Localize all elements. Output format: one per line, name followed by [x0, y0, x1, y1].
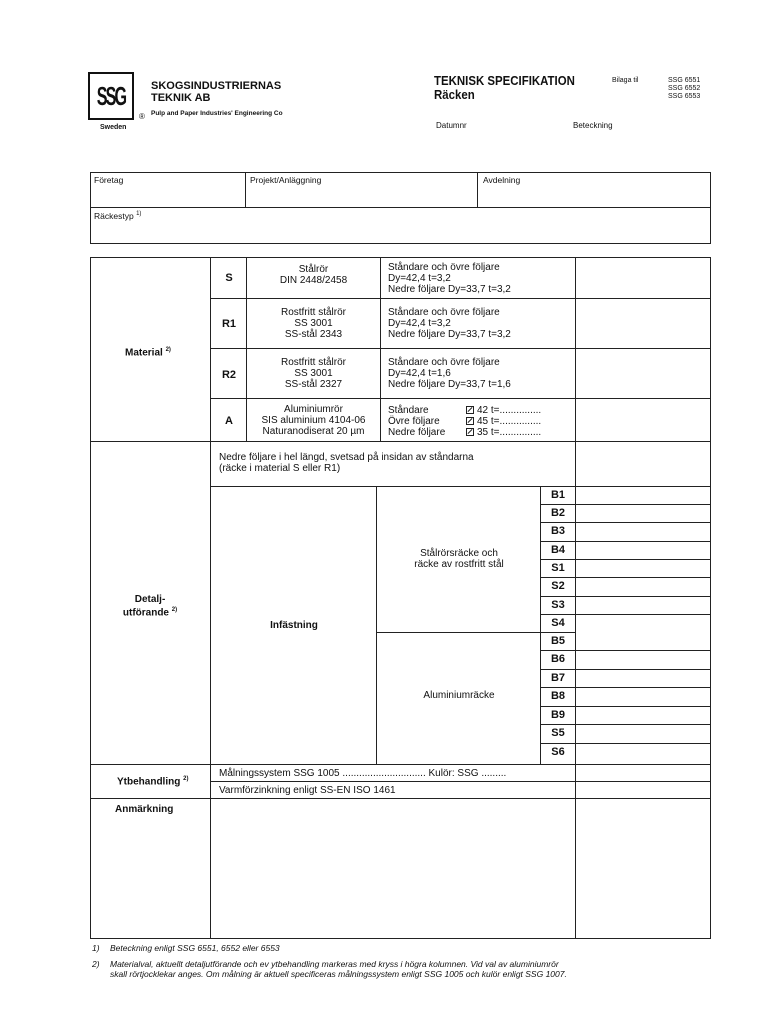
- description-line: Aluminiumrör: [284, 404, 343, 415]
- remarks-field[interactable]: [212, 800, 574, 938]
- detail-code-b8: B8: [550, 690, 566, 702]
- material-code-a: A: [225, 415, 233, 427]
- material-label: Material $^{2)}$: [125, 347, 171, 359]
- spec-line: Ståndare och övre följare: [388, 357, 500, 368]
- logo-country: Sweden: [100, 124, 127, 131]
- material-code-r2: R2: [221, 369, 237, 381]
- detail-code-s5: S5: [551, 727, 565, 739]
- footnote-2-text: [110, 959, 710, 979]
- mark-cell-a[interactable]: [577, 400, 709, 440]
- material-description: [247, 357, 380, 390]
- spec-item-label: Ståndare: [388, 405, 429, 416]
- material-spec: [388, 262, 511, 295]
- spec-line: Nedre följare Dy=33,7 t=3,2: [388, 284, 511, 295]
- spec-item-label: Övre följare: [388, 416, 440, 427]
- divider: [575, 257, 576, 939]
- steel-railing-label: [378, 548, 540, 570]
- aluminium-spec: [388, 405, 574, 438]
- document-title: [434, 74, 575, 102]
- divider: [380, 257, 381, 441]
- spec-line: Dy=42,4 t=3,2: [388, 273, 451, 284]
- divider: [210, 298, 711, 299]
- detail-code-b6: B6: [550, 653, 566, 665]
- spec-line: Dy=42,4 t=3,2: [388, 318, 451, 329]
- designation-label: Beteckning: [573, 121, 613, 130]
- detail-code-b7: B7: [550, 672, 566, 684]
- detail-execution-label: [100, 594, 200, 618]
- detail-label-line: Detalj-: [134, 594, 166, 605]
- spec-line: Ståndare och övre följare: [388, 307, 500, 318]
- fastening-label: Infästning: [270, 620, 318, 631]
- divider: [90, 764, 711, 765]
- project-field[interactable]: [250, 186, 472, 205]
- detail-code-b4: B4: [550, 544, 566, 556]
- material-spec: [388, 357, 511, 390]
- divider: [376, 632, 575, 633]
- divider: [90, 441, 711, 442]
- doc-subtitle: Räcken: [434, 87, 475, 102]
- spec-item-value: 35 t=...............: [477, 427, 542, 438]
- description-line: SIS aluminium 4104-06: [261, 415, 366, 426]
- divider: [245, 172, 246, 207]
- company-name: [151, 80, 281, 104]
- spec-item: [388, 416, 574, 427]
- annex-ref: SSG 6553: [668, 93, 701, 100]
- description-line: DIN 2448/2458: [279, 275, 348, 286]
- detail-code-s6: S6: [551, 746, 565, 758]
- detail-code-b9: B9: [550, 709, 566, 721]
- footnote-line: skall rörtjocklekar anges. Om målning är aktuell specificeras målningssystem enligt SSG 1005 och kulör enligt SSG 1007.: [110, 969, 567, 979]
- spec-item-value: 42 t=...............: [477, 405, 542, 416]
- painting-system-text: Målningssystem SSG 1005 .............................. Kulör: SSG .........: [219, 768, 507, 779]
- description-line: Naturanodiserat 20 µm: [262, 426, 365, 437]
- divider: [90, 798, 711, 799]
- steel-label-line: räcke av rostfritt stål: [414, 559, 504, 570]
- description-line: SS 3001: [294, 318, 333, 329]
- annex-ref: SSG 6552: [668, 85, 701, 92]
- material-code-r1: R1: [221, 318, 237, 330]
- material-spec: [388, 307, 511, 340]
- divider: [477, 172, 478, 207]
- spec-item: [388, 405, 574, 416]
- divider: [210, 486, 711, 487]
- detail-code-b2: B2: [550, 507, 566, 519]
- date-number-label: Datumnr: [436, 121, 467, 130]
- material-description: [247, 307, 380, 340]
- description-line: Rostfritt stålrör: [280, 307, 346, 318]
- detail-code-b1: B1: [550, 489, 566, 501]
- spec-line: Ståndare och övre följare: [388, 262, 500, 273]
- mark-column-detail[interactable]: [577, 488, 709, 763]
- checkbox-icon[interactable]: [466, 428, 474, 436]
- lower-rail-line: (räcke i material S eller R1): [219, 463, 341, 474]
- department-field-label: Avdelning: [483, 175, 521, 185]
- description-line: SS-stål 2327: [284, 379, 343, 390]
- galvanizing-text: Varmförzinkning enligt SS-EN ISO 1461: [219, 785, 396, 796]
- spec-line: Dy=42,4 t=1,6: [388, 368, 451, 379]
- material-description: [247, 264, 380, 286]
- detail-code-s4: S4: [551, 617, 565, 629]
- company-line-2: TEKNIK AB: [151, 92, 211, 104]
- footnote-1-number: 1): [92, 943, 100, 953]
- company-field-label: Företag: [94, 175, 124, 185]
- detail-code-s3: S3: [551, 599, 565, 611]
- company-line-1: SKOGSINDUSTRIERNAS: [151, 80, 282, 92]
- description-line: Stålrör: [298, 264, 329, 275]
- mark-cell-r2[interactable]: [577, 350, 709, 397]
- spec-item-value: 45 t=...............: [477, 416, 542, 427]
- mark-cell-galvanizing[interactable]: [577, 783, 709, 797]
- company-field[interactable]: [96, 186, 242, 205]
- remarks-label: Anmärkning: [115, 804, 174, 815]
- divider: [210, 257, 211, 939]
- detail-code-b3: B3: [550, 525, 566, 537]
- mark-cell-s[interactable]: [577, 259, 709, 297]
- divider: [210, 348, 711, 349]
- lower-rail-line: Nedre följare i hel längd, svetsad på insidan av ståndarna: [219, 452, 474, 463]
- footnote-line: Materialval, aktuellt detaljutförande och ev ytbehandling markeras med kryss i högra kolumnen. Vid val av aluminiumrör: [110, 959, 559, 969]
- ssg-logo: SSG: [88, 72, 134, 120]
- annex-label: Bilaga til: [612, 77, 639, 84]
- checkbox-icon[interactable]: [466, 406, 474, 414]
- company-english-name: Pulp and Paper Industries' Engineering Co: [151, 110, 283, 117]
- spec-line: Nedre följare Dy=33,7 t=1,6: [388, 379, 511, 390]
- surface-treatment-label: Ytbehandling $^{2)}$: [117, 776, 189, 788]
- material-code-s: S: [225, 272, 233, 284]
- spec-item: [388, 427, 574, 438]
- divider: [90, 207, 711, 208]
- divider: [376, 486, 377, 764]
- detail-label-line: utförande $^{2)}$: [122, 607, 178, 619]
- divider: [210, 398, 711, 399]
- description-line: SS-stål 2343: [284, 329, 343, 340]
- doc-title: TEKNISK SPECIFIKATION: [434, 73, 575, 88]
- annex-ref: SSG 6551: [668, 77, 701, 84]
- project-field-label: Projekt/Anläggning: [250, 175, 322, 185]
- mark-cell-painting[interactable]: [577, 766, 709, 780]
- spec-line: Nedre följare Dy=33,7 t=3,2: [388, 329, 511, 340]
- lower-rail-text: [219, 452, 474, 474]
- material-description: [247, 404, 380, 437]
- railing-type-field[interactable]: [96, 222, 706, 241]
- detail-code-s1: S1: [551, 562, 565, 574]
- aluminium-railing-label: Aluminiumräcke: [423, 690, 495, 701]
- spec-item-label: Nedre följare: [388, 427, 446, 438]
- mark-cell-r1[interactable]: [577, 300, 709, 347]
- checkbox-icon[interactable]: [466, 417, 474, 425]
- description-line: Rostfritt stålrör: [280, 357, 346, 368]
- footnote-2-number: 2): [92, 959, 100, 969]
- description-line: SS 3001: [294, 368, 333, 379]
- divider: [210, 781, 711, 782]
- railing-type-label: Räckestyp $^{1)}$: [94, 211, 142, 221]
- detail-code-s2: S2: [551, 580, 565, 592]
- mark-cell-lower-rail[interactable]: [577, 443, 709, 485]
- detail-code-b5: B5: [550, 635, 566, 647]
- footnote-1-text: Beteckning enligt SSG 6551, 6552 eller 6553: [110, 943, 280, 953]
- registered-mark: ®: [139, 112, 145, 121]
- annex-references: [668, 77, 700, 101]
- steel-label-line: Stålrörsräcke och: [420, 548, 498, 559]
- department-field[interactable]: [482, 186, 707, 205]
